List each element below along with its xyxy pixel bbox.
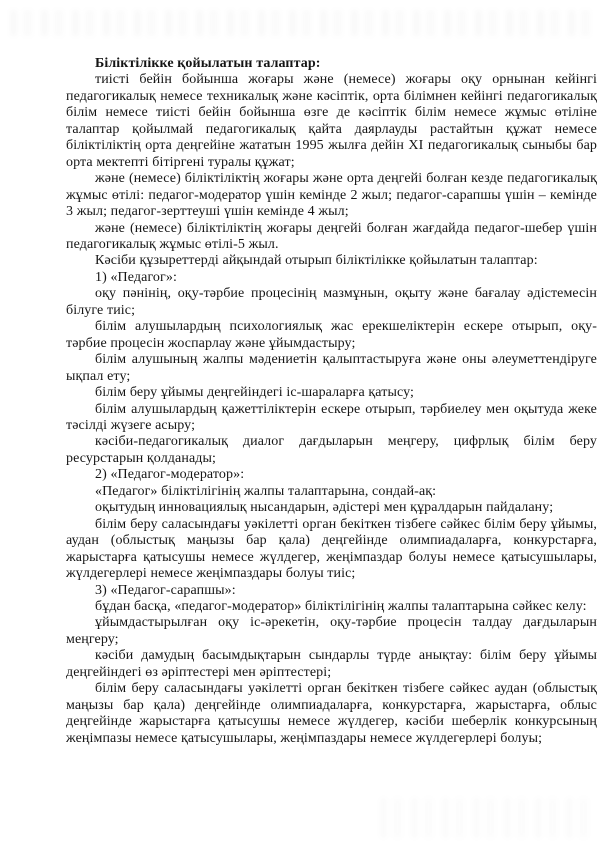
paragraph: «Педагог» біліктілігінің жалпы талаптарына, сондай-ақ: [95,483,437,499]
paragraph: білім беру саласындағы уәкілетті орган бекіткен тізбеге сәйкес білім беру ұйымы, аудан (облыстық маңызы бар қала) деңгейінде олимпиадаларға, конкурстарға, жарыстарға қатысушы немесе жүлдегер, жеңімпаздар болуы немесе қатысушылары, жүлдегерлері немесе жеңімпаздары болуы тиіс; [66,516,597,582]
paragraph: оқытудың инновациялық нысандарын, әдістері мен құралдарын пайдалану; [95,500,554,516]
paragraph: Кәсіби құзыреттерді айқындай отырып біліктілікке қойылатын талаптар: [95,253,538,269]
paragraph: білім алушының жалпы мәдениетін қалыптастыруға және оны әлеуметтендіруге ықпал ету; [66,352,597,384]
document-text-block [66,56,597,747]
paragraph: бұдан басқа, «педагог-модератор» біліктілігінің жалпы талаптарына сәйкес келу: [95,598,587,614]
paragraph: 3) «Педагог-сарапшы»: [95,582,236,598]
document-title: Біліктілікке қойылатын талаптар: [95,56,321,71]
paragraph: 2) «Педагог-модератор»: [95,467,245,483]
paragraph: және (немесе) біліктіліктің жоғары деңгейі болған жағдайда педагог-шебер үшін педагогикалық жұмыс өтілі-5 жыл. [66,220,597,252]
paragraph: және (немесе) біліктіліктің жоғары және орта деңгейі болған кезде педагогикалық жұмыс өтілі: педагог-модератор үшін кемінде 2 жыл; педагог-сарапшы үшін – кемінде 3 жыл; педагог-зерттеуші үшін кемінде 4 жыл; [66,171,597,220]
paragraph: тиісті бейін бойынша жоғары және (немесе) жоғары оқу орнынан кейінгі педагогикалық немесе техникалық және кәсіптік, орта білімнен кейінгі педагогикалық білім немесе тиісті бейін бойынша өзге де кәсіптік білім немесе жұмыс өтіліне талаптар қойылмай педагогикалық қайта даярлауды растайтын құжат немесе біліктіліктің орта деңгейіне жататын 1995 жылға дейін XI педагогикалық сыныбы бар орта мектепті бітіргені туралы құжат; [66,72,597,170]
paragraph: ұйымдастырылған оқу іс-әрекетін, оқу-тәрбие процесін талдау дағдыларын меңгеру; [66,615,597,647]
scan-bleed-artifact-top [10,10,590,36]
paragraph: оқу пәнінің, оқу-тәрбие процесінің мазмұнын, оқыту және бағалау әдістемесін білуге тиіс; [66,286,597,318]
paragraph: кәсіби дамудың басымдықтарын сындарлы түрде анықтау: білім беру ұйымы деңгейіндегі өз әріптестері мен әріптестері; [66,648,597,680]
paragraph: 1) «Педагог»: [95,269,177,285]
paragraph: білім алушылардың психологиялық жас ерекшеліктерін ескере отырып, оқу-тәрбие процесін жоспарлау және ұйымдастыру; [66,319,597,351]
scan-bleed-artifact-bottom [380,798,595,838]
paragraph: білім алушылардың қажеттіліктерін ескере отырып, тәрбиелеу мен оқытуда жеке тәсілді жүзеге асыру; [66,401,597,433]
paragraph: кәсіби-педагогикалық диалог дағдыларын меңгеру, цифрлық білім беру ресурстарын қолданады; [66,434,597,466]
paragraph: білім беру саласындағы уәкілетті орган бекіткен тізбеге сәйкес аудан (облыстық маңызы бар қала) деңгейінде олимпиадаларға, конкурстарға, жарыстарға, облыс деңгейінде жарыстарға қатысушы немесе жүлдегер, кәсіби шеберлік конкурсының жеңімпазы немесе қатысушылары, жеңімпаздары немесе жүлдегерлері болуы; [66,681,597,746]
paragraph: білім беру ұйымы деңгейіндегі іс-шараларға қатысу; [95,385,414,401]
paragraph-list [66,72,597,747]
